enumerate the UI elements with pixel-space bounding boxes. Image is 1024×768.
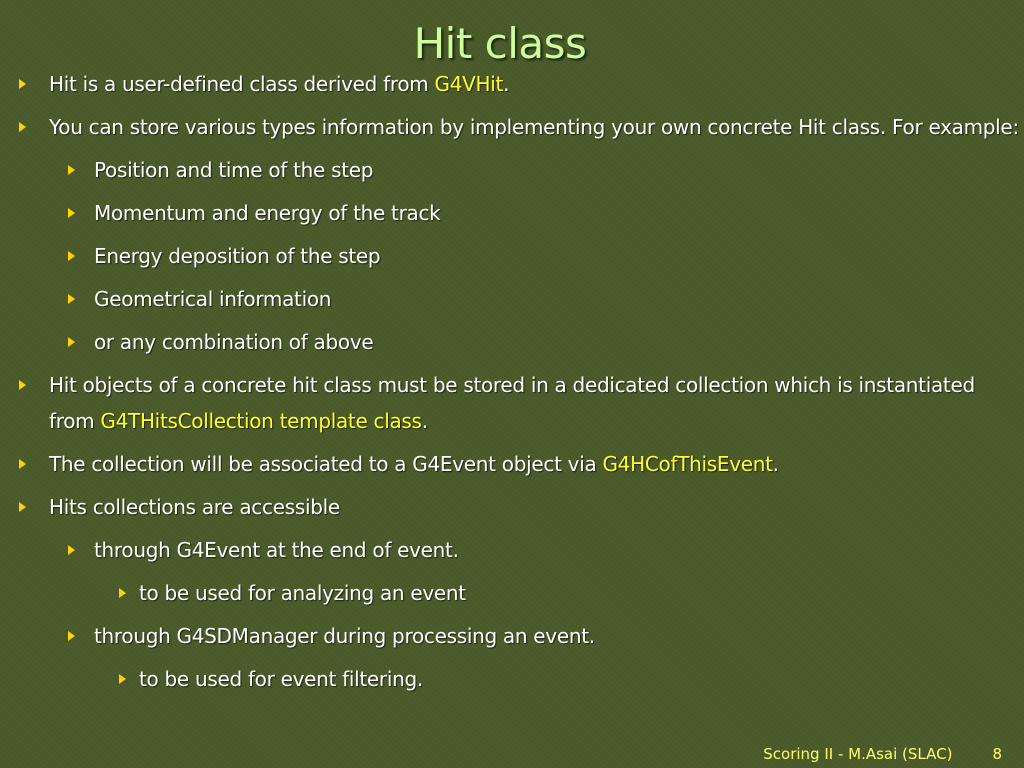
text-segment: Hit is a user-defined class derived from [49, 72, 435, 96]
bullet-item-level-2 [0, 532, 1024, 568]
page-number: 8 [992, 745, 1002, 763]
right-triangle-bullet-icon [16, 109, 28, 145]
bullet-item-level-2 [0, 238, 1024, 274]
bullet-item-level-1 [0, 109, 1024, 145]
slide-title: Hit class [413, 19, 587, 68]
text-segment: You can store various types information by implementing your own concrete Hit class. For example: [49, 115, 1019, 139]
bullet-text [94, 158, 373, 182]
text-segment: . [503, 72, 510, 96]
right-triangle-bullet-icon [65, 532, 77, 568]
text-segment: The collection will be associated to a G4Event object via [49, 452, 603, 476]
right-triangle-bullet-icon [16, 489, 28, 525]
bullet-text [49, 115, 1019, 139]
bullet-item-level-3 [0, 661, 1024, 697]
class-name-highlight: G4VHit [434, 72, 504, 96]
bullet-item-level-2 [0, 618, 1024, 654]
right-triangle-bullet-icon [116, 661, 128, 697]
bullet-item-level-1 [0, 489, 1024, 525]
footer-text: Scoring II - M.Asai (SLAC) [763, 745, 953, 763]
text-segment: Energy deposition of the step [94, 244, 381, 268]
bullet-text [94, 330, 373, 354]
right-triangle-bullet-icon [16, 66, 28, 102]
bullet-list [0, 66, 1024, 704]
right-triangle-bullet-icon [65, 324, 77, 360]
text-segment: through G4SDManager during processing an event. [94, 624, 595, 648]
bullet-text [139, 581, 466, 605]
bullet-item-level-1 [0, 367, 1024, 439]
text-segment: Hits collections are accessible [49, 495, 340, 519]
text-segment: to be used for analyzing an event [139, 581, 466, 605]
right-triangle-bullet-icon [65, 152, 77, 188]
right-triangle-bullet-icon [65, 238, 77, 274]
text-segment: Momentum and energy of the track [94, 201, 441, 225]
bullet-text [49, 373, 975, 433]
bullet-text [94, 538, 459, 562]
text-segment: to be used for event filtering. [139, 667, 423, 691]
text-segment: . [772, 452, 779, 476]
bullet-item-level-2 [0, 324, 1024, 360]
bullet-item-level-2 [0, 152, 1024, 188]
text-segment: Hit objects of a concrete hit class must be stored in a dedicated collection which is instantiated from [49, 373, 975, 433]
right-triangle-bullet-icon [65, 195, 77, 231]
bullet-text [139, 667, 423, 691]
slide-footer [763, 745, 1002, 763]
bullet-item-level-2 [0, 281, 1024, 317]
right-triangle-bullet-icon [65, 618, 77, 654]
bullet-text [49, 452, 779, 476]
bullet-text [94, 624, 595, 648]
text-segment: Geometrical information [94, 287, 332, 311]
bullet-text [49, 72, 509, 96]
bullet-item-level-2 [0, 195, 1024, 231]
bullet-text [94, 244, 380, 268]
text-segment: or any combination of above [94, 330, 374, 354]
bullet-item-level-1 [0, 446, 1024, 482]
text-segment: Position and time of the step [94, 158, 374, 182]
text-segment: . [421, 409, 428, 433]
bullet-item-level-1 [0, 66, 1024, 102]
bullet-text [94, 287, 331, 311]
right-triangle-bullet-icon [16, 446, 28, 482]
right-triangle-bullet-icon [65, 281, 77, 317]
class-name-highlight: G4THitsCollection template class [100, 409, 422, 433]
bullet-item-level-3 [0, 575, 1024, 611]
class-name-highlight: G4HCofThisEvent [602, 452, 773, 476]
right-triangle-bullet-icon [116, 575, 128, 611]
right-triangle-bullet-icon [16, 367, 28, 403]
bullet-text [94, 201, 440, 225]
text-segment: through G4Event at the end of event. [94, 538, 459, 562]
bullet-text [49, 495, 340, 519]
